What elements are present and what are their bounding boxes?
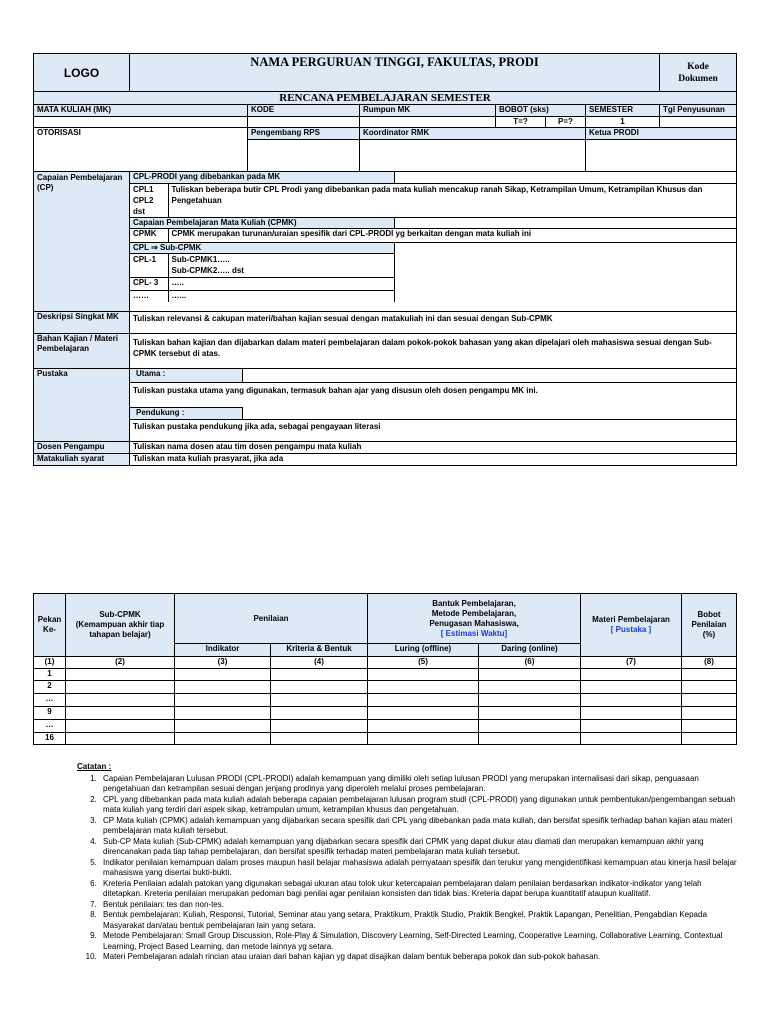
- koordinator-sign: [360, 140, 586, 172]
- cell: [479, 720, 581, 733]
- rumpun-value: [360, 117, 496, 128]
- cell: [581, 681, 682, 694]
- notes-list: [77, 774, 737, 963]
- koordinator-label: Koordinator RMK: [360, 128, 586, 140]
- dosen-text: Tuliskan nama dosen atau tim dosen pengampu mata kuliah: [130, 442, 737, 454]
- notes-title: Catatan :: [77, 762, 112, 771]
- cell: [581, 694, 682, 707]
- sub-cpmk-header: Sub-CPMK (Kemampuan akhir tiap tahapan belajar): [66, 594, 175, 657]
- doc-code-line2: Dokumen: [678, 73, 718, 84]
- col-number: (3): [175, 657, 271, 669]
- cpl1-code: CPL1: [133, 184, 154, 194]
- cell: [682, 733, 737, 745]
- deskripsi-text: Tuliskan relevansi & cakupan materi/bahan kajian sesuai dengan matakuliah ini dan sesuai dengan Sub-CPMK: [130, 312, 737, 334]
- cell: [175, 733, 271, 745]
- cell: [368, 681, 479, 694]
- cell: [368, 669, 479, 681]
- capaian-content: [130, 172, 737, 312]
- sub-spacer: [394, 253, 736, 277]
- week-number: …: [34, 694, 66, 707]
- cpl-more-desc: …...: [168, 290, 394, 302]
- week-number: 9: [34, 707, 66, 720]
- cell: [66, 694, 175, 707]
- note-item: 5. Indikator penilaian kemampuan dalam proses maupun hasil belajar mahasiswa adalah pernyataan spesifik dan terukur yang mengidentifikasi kemampuan atau kinerja hasil belajar mahasiswa yang disertai bukti-bukti.: [99, 858, 737, 879]
- mk-value: [34, 117, 248, 128]
- penilaian-header: Penilaian: [175, 594, 368, 644]
- syarat-label: Matakuliah syarat: [34, 454, 130, 466]
- cpmk-code: CPMK: [130, 228, 168, 242]
- cell: [581, 669, 682, 681]
- cell: [271, 681, 368, 694]
- doc-code: [660, 54, 737, 92]
- pustaka-content: [130, 369, 737, 442]
- col-number: (6): [479, 657, 581, 669]
- mk-label: MATA KULIAH (MK): [34, 105, 248, 117]
- week-number: …: [34, 720, 66, 733]
- cell: [479, 733, 581, 745]
- cpl-prodi-header: CPL-PRODI yang dibebankan pada MK: [130, 172, 394, 183]
- bobot-header: Bobot Penilaian (%): [682, 594, 737, 657]
- capaian-inner: [130, 172, 736, 302]
- cpl-dst: dst: [133, 206, 145, 216]
- cell: [175, 669, 271, 681]
- cell: [66, 707, 175, 720]
- bahan-label: Bahan Kajian / Materi Pembelajaran: [34, 334, 130, 369]
- bantuk-line2: Metode Pembelajaran,: [431, 608, 517, 618]
- cell: [368, 720, 479, 733]
- utama-text: Tuliskan pustaka utama yang digunakan, termasuk bahan ajar yang disusun oleh dosen pengampu MK ini.: [133, 385, 538, 395]
- col-number: (1): [34, 657, 66, 669]
- pustaka-label: Pustaka: [34, 369, 130, 442]
- p-value: P=?: [546, 117, 586, 128]
- cell: [271, 694, 368, 707]
- note-item: 10. Materi Pembelajaran adalah rincian atau uraian dari bahan kajian yg dapat disajikan dalam bentuk beberapa pokok dan sub-pokok bahasan.: [99, 952, 737, 963]
- cell: [368, 707, 479, 720]
- col-number: (8): [682, 657, 737, 669]
- tgl-label: Tgl Penyusunan: [660, 105, 737, 117]
- bantuk-line1: Bantuk Pembelajaran,: [432, 598, 516, 608]
- pengembang-label: Pengembang RPS: [248, 128, 360, 140]
- cell: [271, 733, 368, 745]
- note-item: 3. CP Mata kuliah (CPMK) adalah kemampuan yang dijabarkan secara spesifik dari CPL yang dibebankan pada mata kuliah, dan bersifat spesifik terhadap bahan kajian atau materi pembelajaran mata kuliah tersebut.: [99, 816, 737, 837]
- bahan-text: Tuliskan bahan kajian dan dijabarkan dalam materi pembelajaran dalam pokok-pokok bahasan yang akan dipelajari oleh mahasiswa sesuai dengan Sub-CPMK tersebut di atas.: [130, 334, 737, 369]
- note-item: 2. CPL yang dibebankan pada mata kuliah adalah beberapa capaian pembelajaran lulusan program studi (CPL-PRODI) yang digunakan untuk pembentukan/pengembangan sebuah mata kuliah yang terdiri dari aspek sikap, ketrampulan umum, ketrampilan khusus dan pengetahuan.: [99, 795, 737, 816]
- pengembang-sign: [248, 140, 360, 172]
- daring-label: Daring (online): [501, 644, 558, 653]
- cell: [66, 733, 175, 745]
- deskripsi-label: Deskripsi Singkat MK: [34, 312, 130, 334]
- note-item: 9. Metode Pembelajaran: Small Group Discussion, Role-Play & Simulation, Discovery Learning, Self-Directed Learning, Cooperative Learning, Collaborative Learning, Contextual Learning, Project Based Learning, dan metode lainnya yg setara.: [99, 931, 737, 952]
- cell: [682, 694, 737, 707]
- schedule-table: [33, 593, 737, 745]
- bantuk-line3: Penugasan Mahasiswa,: [429, 618, 519, 628]
- cell: [66, 681, 175, 694]
- cell: [66, 720, 175, 733]
- pustaka-tag: [ Pustaka ]: [610, 625, 652, 634]
- bantuk-header: [368, 594, 581, 644]
- cpl-more-spacer: [394, 290, 736, 302]
- cpl-desc: Tuliskan beberapa butir CPL Prodi yang dibebankan pada mata kuliah mencakup ranah Sikap, Ketrampilan Umum, Ketrampilan Khusus dan Pengetahuan: [168, 183, 736, 217]
- kriteria-header: Kriteria & Bentuk: [271, 644, 368, 657]
- note-item: 6. Kreteria Penilaian adalah patokan yang digunakan sebagai ukuran atau tolok ukur ketercapaian pembelajaran dalam penilaian berdasarkan indikator-indikator yang telah ditetapkan. Kreteria penilaian merupakan pedoman bagi penilai agar penilaian konsisten dan tidak bias. Kreteria dapat berupa kuantitatif ataupun kualitatif.: [99, 879, 737, 900]
- cell: [271, 707, 368, 720]
- cpl-sub-header: CPL ⇒ Sub-CPMK: [130, 242, 394, 253]
- col-number: (7): [581, 657, 682, 669]
- pendukung-spacer: [242, 407, 736, 419]
- cell: [368, 694, 479, 707]
- table-row: [34, 669, 737, 681]
- cpl-sub-spacer: [394, 242, 736, 253]
- kode-label: KODE: [248, 105, 360, 117]
- cell: [175, 694, 271, 707]
- table-row: [34, 681, 737, 694]
- cell: [581, 720, 682, 733]
- note-item: 4. Sub-CP Mata kuliah (Sub-CPMK) adalah kemampuan yang dijabarkan secara spesifik dari CPMK yang dapat diukur atau diamati dan merupakan kemampuan akhir yang direncanakan pada tiap tahap pembelajaran, dan bersifat spesifik terhadap materi pembelajaran mata kuliah tersebut.: [99, 837, 737, 858]
- cpl-3-spacer: [394, 277, 736, 290]
- cell: [66, 669, 175, 681]
- week-number: 1: [34, 669, 66, 681]
- rps-title: RENCANA PEMBELAJARAN SEMESTER: [34, 92, 737, 105]
- syarat-text: Tuliskan mata kuliah prasyarat, jika ada: [130, 454, 737, 466]
- cell: [581, 707, 682, 720]
- cpmk-spacer: [394, 217, 736, 228]
- ketua-sign: [586, 140, 737, 172]
- dosen-label: Dosen Pengampu: [34, 442, 130, 454]
- sub-cpmk-1: Sub-CPMK1…..: [171, 254, 230, 264]
- cpmk-desc: CPMK merupakan turunan/uraian spesifik dari CPL-PRODI yg berkaitan dengan mata kuliah ini: [168, 228, 736, 242]
- note-item: 8. Bentuk pembelajaran: Kuliah, Responsi, Tutorial, Seminar atau yang setara, Praktikum, Praktik Studio, Praktik Bengkel, Praktik Lapangan, Penelitian, Pengabdian Kepada Masyarakat dan/atau bentuk pembelajaran lain yang setara.: [99, 910, 737, 931]
- kode-value: [248, 117, 360, 128]
- semester-value: 1: [586, 117, 660, 128]
- week-number: 16: [34, 733, 66, 745]
- materi-label: Materi Pembelajaran: [592, 615, 670, 624]
- pendukung-label: Pendukung :: [130, 407, 242, 419]
- cell: [271, 720, 368, 733]
- pendukung-text: Tuliskan pustaka pendukung jika ada, sebagai pengayaan literasi: [130, 419, 736, 441]
- col-number: (4): [271, 657, 368, 669]
- cell: [479, 694, 581, 707]
- note-item: 1. Capaian Pembelajaran Lulusan PRODI (CPL-PRODI) adalah kemampuan yang dimiliki oleh setiap lulusan PRODI yang merupakan internalisasi dari sikap, penguasaan pengetahuan dan ketrampilan sesuai dengan jenjang prodinya yang diperoleh melalui proses pembelajaran.: [99, 774, 737, 795]
- daring-header: [479, 644, 581, 657]
- schedule-body: [34, 669, 737, 745]
- rps-table: [33, 53, 737, 466]
- rumpun-label: Rumpun MK: [360, 105, 496, 117]
- utama-label: Utama :: [130, 369, 242, 382]
- capaian-label: Capaian Pembelajaran (CP): [34, 172, 130, 312]
- luring-label: Luring (offline): [394, 644, 452, 653]
- logo-cell: LOGO: [34, 54, 130, 92]
- cell: [271, 669, 368, 681]
- table-row: [34, 720, 737, 733]
- indikator-header: Indikator: [175, 644, 271, 657]
- doc-code-line1: Kode: [687, 61, 709, 72]
- tgl-value: [660, 117, 737, 128]
- institution-title: NAMA PERGURUAN TINGGI, FAKULTAS, PRODI: [130, 54, 660, 92]
- table-row: [34, 707, 737, 720]
- notes-section: [77, 762, 737, 963]
- utama-spacer: [242, 369, 736, 382]
- cell: [682, 707, 737, 720]
- cell: [175, 707, 271, 720]
- sub-cpmk-2: Sub-CPMK2….. dst: [171, 265, 244, 275]
- table-row: [34, 694, 737, 707]
- cpl-prodi-spacer: [394, 172, 736, 183]
- sub-cpmk-list: [168, 253, 394, 277]
- bobot-label: BOBOT (sks): [496, 105, 586, 117]
- cell: [175, 681, 271, 694]
- note-item: 7. Bentuk penilaian: tes dan non-tes.: [99, 900, 737, 911]
- t-value: T=?: [496, 117, 546, 128]
- pustaka-inner: [130, 369, 736, 441]
- ketua-label: Ketua PRODI: [586, 128, 737, 140]
- cpl-1-code: CPL-1: [130, 253, 168, 277]
- week-number: 2: [34, 681, 66, 694]
- cell: [479, 707, 581, 720]
- cpl-more-code: ……: [130, 290, 168, 302]
- cpl2-code: CPL2: [133, 195, 154, 205]
- table-row: [34, 733, 737, 745]
- column-number-row: [34, 657, 737, 669]
- estimasi-waktu: [ Estimasi Waktu]: [440, 628, 508, 638]
- cell: [682, 720, 737, 733]
- cell: [682, 669, 737, 681]
- luring-header: [368, 644, 479, 657]
- cell: [581, 733, 682, 745]
- cpl-3-code: CPL- 3: [130, 277, 168, 290]
- pekan-header: Pekan Ke-: [34, 594, 66, 657]
- cell: [175, 720, 271, 733]
- col-number: (5): [368, 657, 479, 669]
- cpl-codes: [130, 183, 168, 217]
- col-number: (2): [66, 657, 175, 669]
- cell: [479, 669, 581, 681]
- cpmk-header: Capaian Pembelajaran Mata Kuliah (CPMK): [130, 217, 394, 228]
- materi-header: [581, 594, 682, 657]
- cell: [479, 681, 581, 694]
- semester-label: SEMESTER: [586, 105, 660, 117]
- cpl-3-desc: …..: [168, 277, 394, 290]
- otorisasi-label: OTORISASI: [34, 128, 248, 172]
- cell: [368, 733, 479, 745]
- cell: [682, 681, 737, 694]
